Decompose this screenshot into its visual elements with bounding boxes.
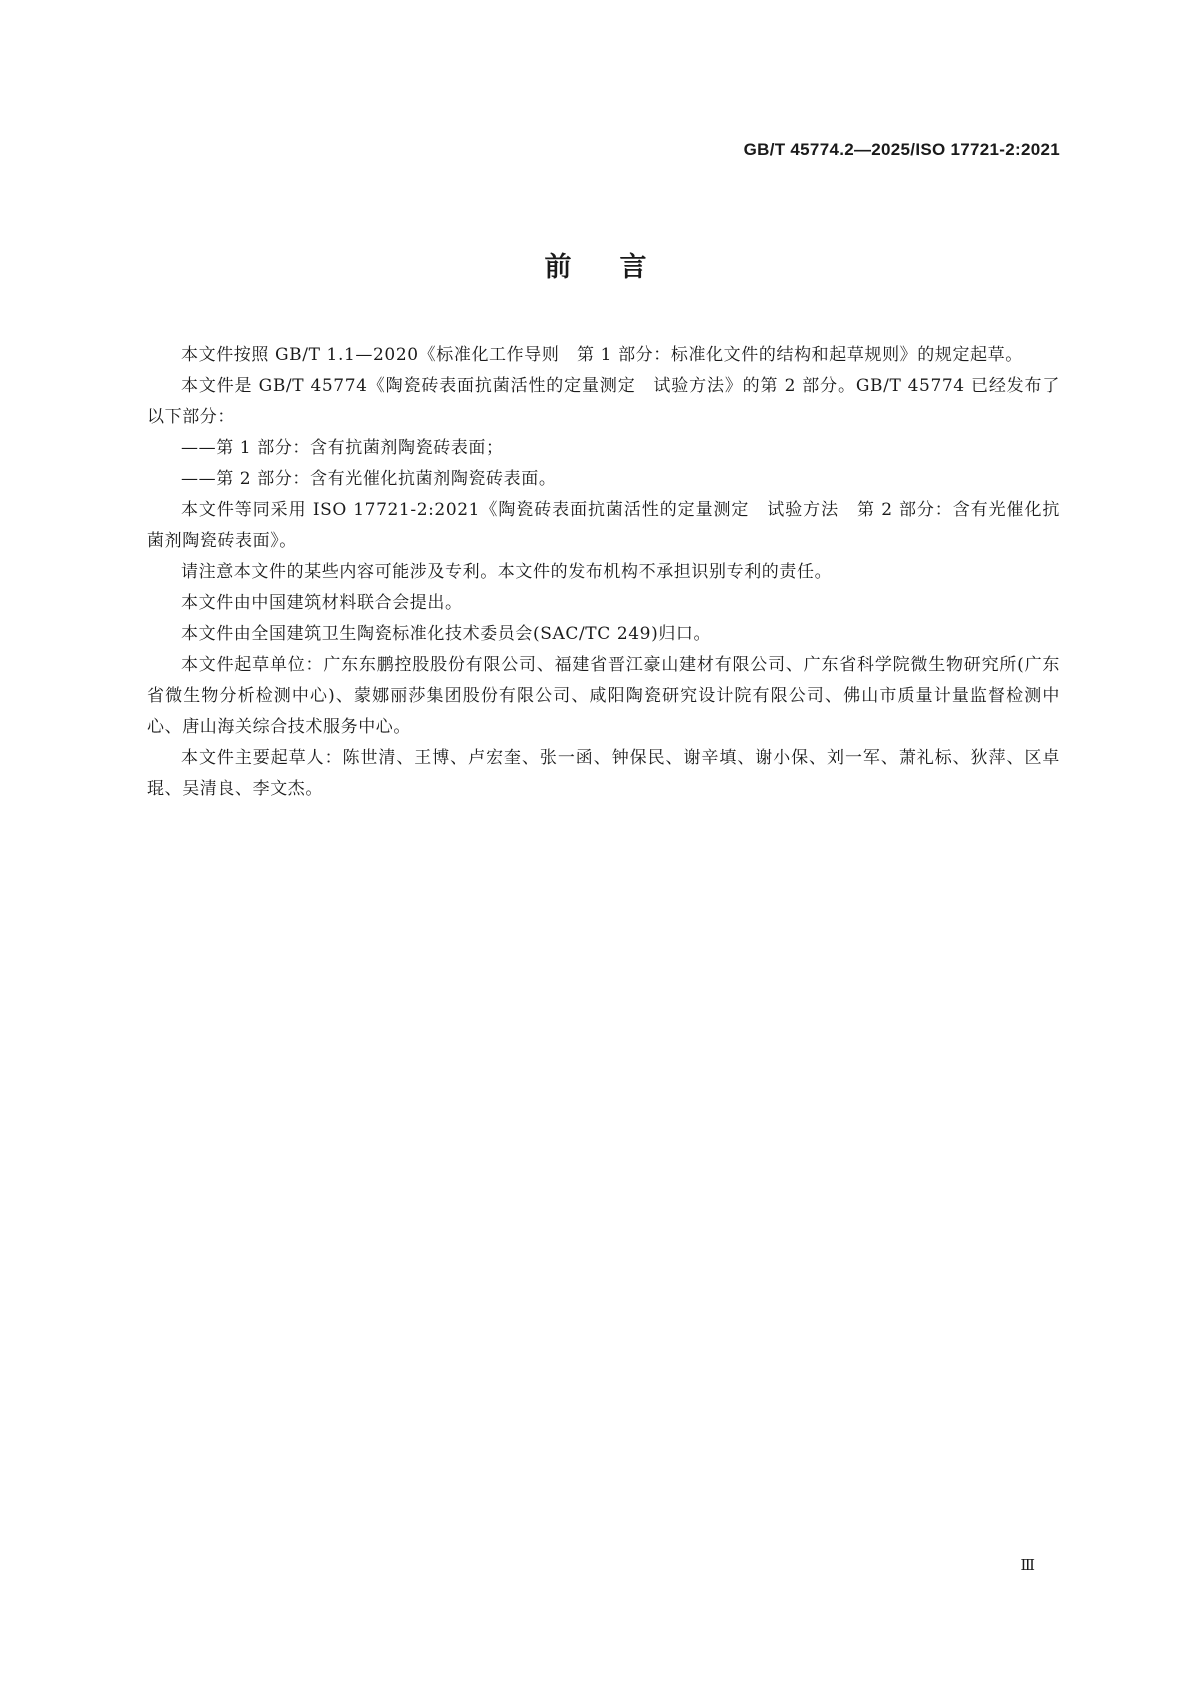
paragraph-patent-notice: 请注意本文件的某些内容可能涉及专利。本文件的发布机构不承担识别专利的责任。 bbox=[181, 562, 833, 582]
paragraph-iso-adoption: 本文件等同采用 ISO 17721-2:2021《陶瓷砖表面抗菌活性的定量测定 试验方法 第 2 部分：含有光催化抗菌剂陶瓷砖表面》。 bbox=[147, 500, 1060, 551]
preface-body bbox=[147, 340, 1060, 805]
paragraph-committee: 本文件由全国建筑卫生陶瓷标准化技术委员会(SAC/TC 249)归口。 bbox=[181, 624, 712, 644]
paragraph-proposer: 本文件由中国建筑材料联合会提出。 bbox=[181, 593, 463, 613]
paragraph-drafting-rules: 本文件按照 GB/T 1.1—2020《标准化工作导则 第 1 部分：标准化文件的结构和起草规则》的规定起草。 bbox=[181, 345, 1023, 365]
paragraph-drafting-units: 本文件起草单位：广东东鹏控股股份有限公司、福建省晋江豪山建材有限公司、广东省科学院微生物研究所(广东省微生物分析检测中心)、蒙娜丽莎集团股份有限公司、咸阳陶瓷研究设计院有限公司、佛山市质量计量监督检测中心、唐山海关综合技术服务中心。 bbox=[147, 655, 1060, 737]
list-item-part-1: ——第 1 部分：含有抗菌剂陶瓷砖表面； bbox=[181, 438, 504, 458]
paragraph-part-info: 本文件是 GB/T 45774《陶瓷砖表面抗菌活性的定量测定 试验方法》的第 2 部分。GB/T 45774 已经发布了以下部分： bbox=[147, 376, 1060, 427]
page-title: 前言 bbox=[544, 252, 695, 283]
list-item-part-2: ——第 2 部分：含有光催化抗菌剂陶瓷砖表面。 bbox=[181, 469, 557, 489]
standard-code: GB/T 45774.2—2025/ISO 17721-2:2021 bbox=[743, 140, 1060, 159]
page-number: Ⅲ bbox=[1020, 1556, 1035, 1574]
paragraph-drafters: 本文件主要起草人：陈世清、王博、卢宏奎、张一函、钟保民、谢辛填、谢小保、刘一军、萧礼标、狄萍、区卓琨、吴清良、李文杰。 bbox=[147, 748, 1060, 799]
